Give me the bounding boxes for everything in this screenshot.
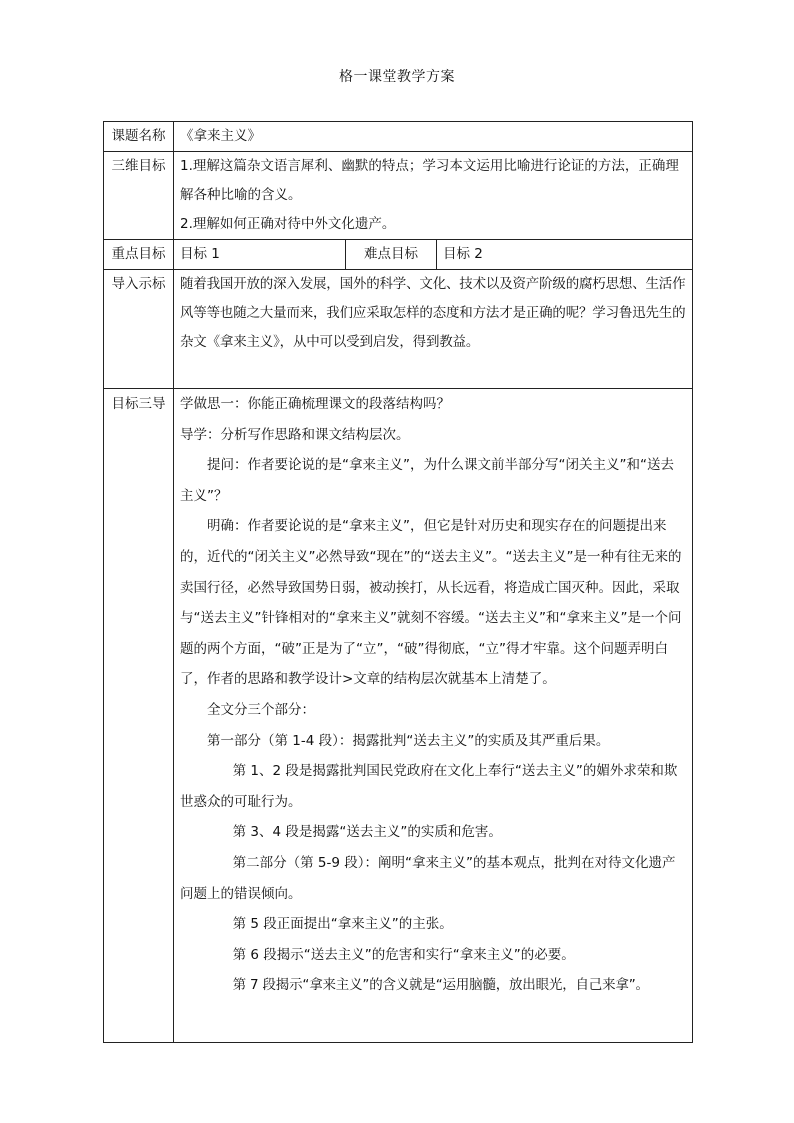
row-intro [104, 270, 693, 389]
objective-line: 2.理解如何正确对待中外文化遗产。 [180, 216, 396, 232]
course-name-value: 《拿来主义》 [174, 122, 693, 152]
lesson-plan-table [103, 121, 693, 1043]
guide-paragraph: 学做思一：你能正确梳理课文的段落结构吗？ [180, 396, 450, 412]
row-objectives [104, 152, 693, 240]
guide-paragraph: 提问：作者要论说的是“拿来主义”，为什么课文前半部分写“闭关主义”和“送去主义”？ [180, 457, 674, 504]
objectives-cell [174, 152, 693, 240]
key-points-value: 目标 1 [174, 240, 346, 270]
objectives-label: 三维目标 [104, 152, 174, 240]
guide-label: 目标三导 [104, 389, 174, 1043]
course-name-label: 课题名称 [104, 122, 174, 152]
page-title: 格一课堂教学方案 [339, 69, 455, 85]
key-points-label: 重点目标 [104, 240, 174, 270]
row-guide [104, 389, 693, 1043]
guide-paragraph: 导学：分析写作思路和课文结构层次。 [180, 426, 410, 443]
guide-paragraph: 第 1、2 段是揭露批判国民党政府在文化上奉行“送去主义”的媚外求荣和欺世惑众的可耻行为。 [180, 763, 678, 810]
difficult-points-value: 目标 2 [437, 240, 693, 270]
guide-paragraph: 第 5 段正面提出“拿来主义”的主张。 [232, 916, 453, 933]
guide-paragraph: 明确：作者要论说的是“拿来主义”，但它是针对历史和现实存在的问题提出来的，近代的“闭关主义”必然导致“现在”的“送去主义”。“送去主义”是一种有往无来的卖国行径，必然导致国势日弱，被动挨打，从长远看，将造成亡国灭种。因此，采取与“送去主义”针锋相对的“拿来主义”就刻不容缓。“送去主义”和“拿来主义”是一个问题的两个方面，“破”正是为了“立”，“破”得彻底，“立”得才牢靠。这个问题弄明白了，作者的思路和教学设计>文章的结构层次就基本上清楚了。 [180, 518, 682, 688]
guide-paragraph: 第 6 段揭示“送去主义”的危害和实行“拿来主义”的必要。 [232, 946, 575, 963]
guide-paragraph: 第 7 段揭示“拿来主义”的含义就是“运用脑髓，放出眼光，自己来拿”。 [232, 977, 649, 994]
intro-cell [174, 270, 693, 389]
guide-paragraph: 全文分三个部分： [207, 701, 315, 718]
intro-label: 导入示标 [104, 270, 174, 389]
row-course-name [104, 122, 693, 152]
intro-text: 随着我国开放的深入发展，国外的科学、文化、技术以及资产阶级的腐朽思想、生活作风等等也随之大量而来，我们应采取怎样的态度和方法才是正确的呢？学习鲁迅先生的杂文《拿来主义》，从中可以受到启发，得到教益。 [180, 276, 686, 350]
row-key-points [104, 240, 693, 270]
guide-cell [174, 389, 693, 1043]
guide-paragraph: 第一部分（第 1-4 段）：揭露批判“送去主义”的实质及其严重后果。 [207, 732, 610, 749]
objective-line: 1.理解这篇杂文语言犀利、幽默的特点；学习本文运用比喻进行论证的方法，正确理解各种比喻的含义。 [180, 158, 679, 203]
guide-paragraph: 第二部分（第 5-9 段）：阐明“拿来主义”的基本观点，批判在对待文化遗产问题上的错误倾向。 [180, 854, 676, 902]
difficult-points-label: 难点目标 [346, 240, 437, 270]
guide-paragraph: 第 3、4 段是揭露“送去主义”的实质和危害。 [232, 824, 502, 841]
